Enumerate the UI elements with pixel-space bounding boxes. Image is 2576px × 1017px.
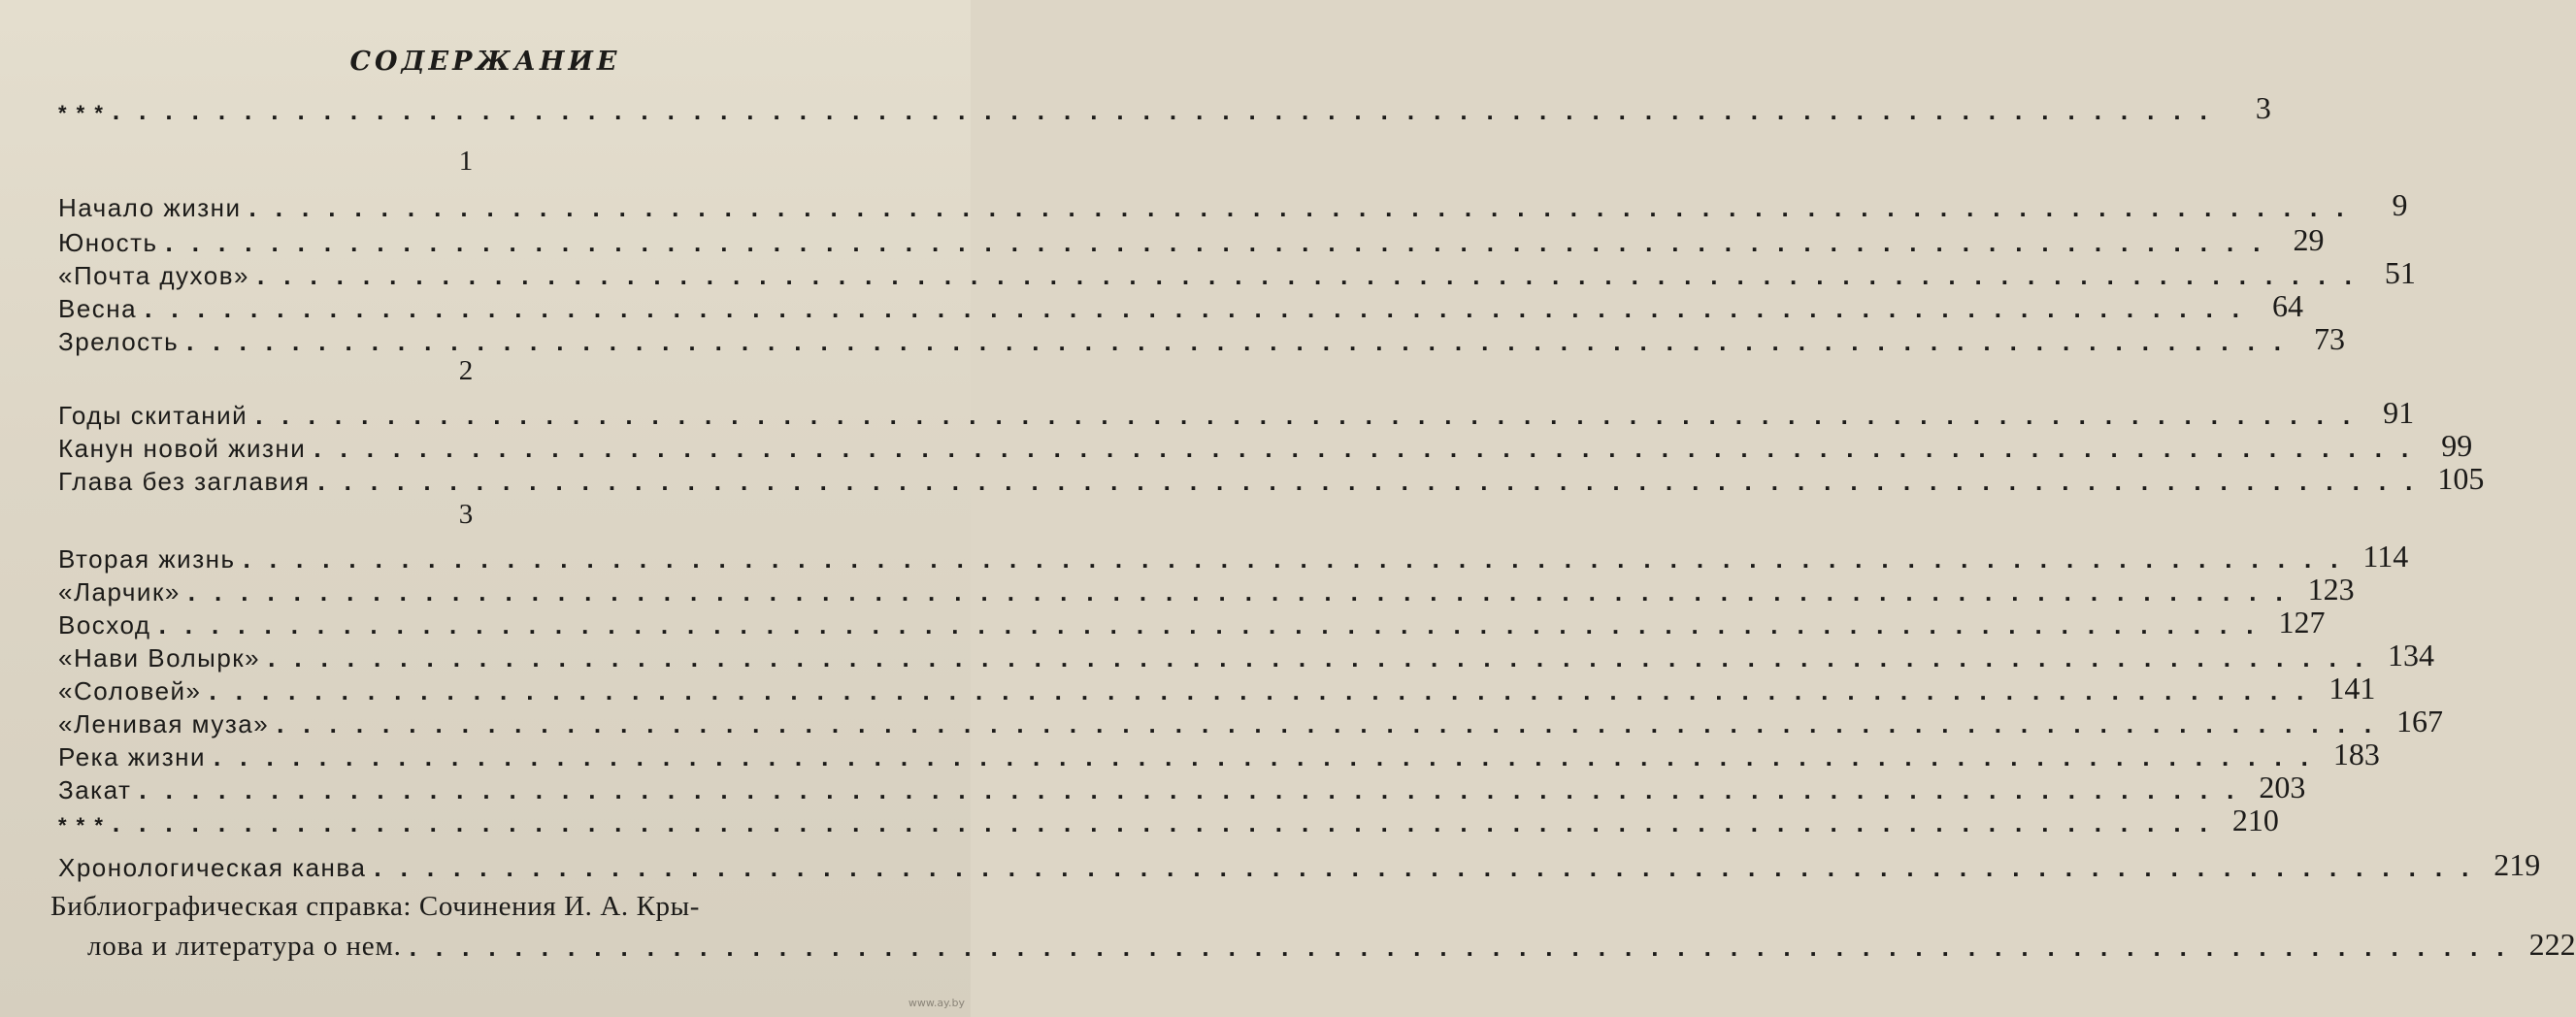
asterism-label: * * * [58,813,105,837]
leader-dots: ................................................................................ [112,96,2227,125]
toc-entry-page: 91 [2383,395,2415,430]
toc-entry-label: «Почта духов» [58,261,249,290]
toc-entry-label: Начало жизни [58,193,242,222]
toc-entry [87,927,2576,963]
leader-dots: ................................................................................ [317,467,2432,496]
toc-entry-label: Юность [58,228,158,257]
toc-entry-page: 183 [2332,737,2380,771]
toc-entry-page: 127 [2278,605,2326,640]
leader-dots: ................................................................................ [158,610,2273,640]
toc-entry-label: Вторая жизнь [58,544,236,574]
toc-entry [58,770,2306,805]
toc-entry-page: 29 [2293,222,2325,257]
leader-dots: ................................................................................ [255,401,2370,430]
leader-dots: ................................................................................ [187,577,2302,607]
leader-dots: ................................................................................ [145,294,2260,323]
toc-entry [58,539,2409,574]
leader-dots: ................................................................................ [277,709,2392,738]
toc-entry-page: 73 [2314,321,2346,356]
toc-entry-page: 222 [2528,927,2576,962]
toc-entry [58,395,2415,431]
toc-entry [58,737,2380,772]
toc-entry [58,288,2304,324]
leader-dots: ................................................................................ [314,434,2428,463]
leader-dots: ................................................................................ [139,775,2254,804]
toc-entry-page: 114 [2362,539,2409,574]
toc-entry-page: 141 [2328,671,2376,705]
toc-entry [58,321,2346,357]
toc-entry-label: «Нави Волырк» [58,643,261,673]
leader-dots: ................................................................................ [248,193,2363,222]
toc-entry-page: 167 [2396,704,2444,738]
toc-entry-label: Хронологическая канва [58,853,367,882]
toc-entry-page: 210 [2231,803,2279,837]
toc-entry-page: 99 [2441,428,2473,463]
leader-dots: ................................................................................ [209,676,2324,705]
toc-entry-page: 134 [2388,638,2435,673]
toc-entry-label: Река жизни [58,742,207,771]
toc-entry [58,671,2376,706]
toc-entry [58,90,2271,126]
toc-entry-label: лова и литература о нем. [87,931,402,962]
toc-entry [58,255,2416,291]
toc-entry-label: «Ленивая муза» [58,709,270,738]
toc-entry-page: 219 [2493,847,2541,882]
toc-entry-label: Закат [58,775,132,804]
toc-entry [58,605,2326,640]
toc-entry-label: Восход [58,610,151,640]
toc-entry-page: 203 [2259,770,2306,804]
toc-entry [58,222,2325,258]
leader-dots: ................................................................................ [243,544,2358,574]
leader-dots: ................................................................................ [257,261,2371,290]
asterism-label: * * * [58,101,105,125]
leader-dots: ................................................................................ [409,933,2524,962]
watermark: www.ay.by [908,997,965,1009]
section-number: 3 [458,499,474,530]
toc-entry-page: 51 [2384,255,2416,290]
leader-dots: ................................................................................ [186,327,2301,356]
leader-dots: ................................................................................ [268,643,2383,673]
toc-entry-label: «Ларчик» [58,577,181,607]
toc-entry [58,638,2435,673]
toc-entry-page: 9 [2392,187,2408,222]
toc-entry-page: 64 [2272,288,2304,323]
toc-entry-label: «Соловей» [58,676,202,705]
leader-dots: ................................................................................ [214,742,2328,771]
toc-entry [58,428,2473,464]
toc-entry-label: Годы скитаний [58,401,248,430]
toc-entry [58,187,2408,223]
toc-entry [58,572,2355,607]
toc-entry-label: Весна [58,294,138,323]
leader-dots: ................................................................................ [374,853,2489,882]
section-number: 1 [458,146,474,177]
toc-entry [58,461,2485,497]
toc-entry-label: Зрелость [58,327,180,356]
toc-entry [58,704,2444,739]
toc-entry [58,803,2279,838]
page-title: СОДЕРЖАНИЕ [349,47,621,77]
toc-entry-page: 3 [2255,90,2271,125]
toc-entry-label: Глава без заглавия [58,467,311,496]
toc-entry-page: 105 [2437,461,2485,496]
toc-entry [58,847,2541,883]
leader-dots: ................................................................................ [112,808,2227,837]
toc-entry-page: 123 [2307,572,2355,607]
toc-entry-label-line: Библиографическая справка: Сочинения И. А. Кры- [50,891,701,922]
toc-entry-label: Канун новой жизни [58,434,307,463]
leader-dots: ................................................................................ [165,228,2280,257]
section-number: 2 [458,355,474,386]
